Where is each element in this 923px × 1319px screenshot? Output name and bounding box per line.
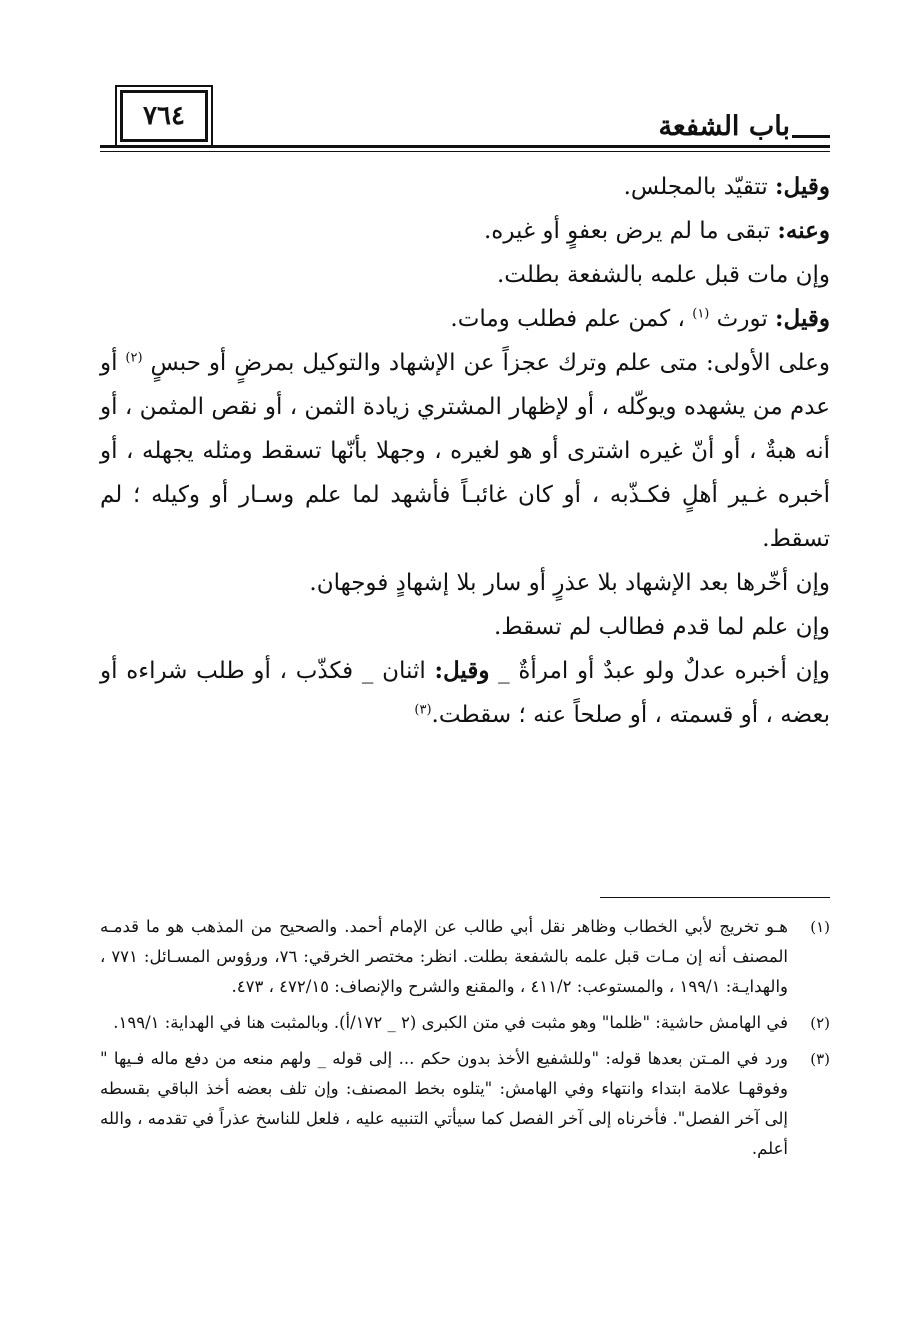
footnote-text: في الهامش حاشية: "ظلما" وهو مثبت في متن الكبرى (٢ _ ١٧٢/أ). وبالمثبت هنا في الهداية: ١٩٩/١. <box>113 1013 788 1032</box>
footnote-number: (١) <box>810 918 830 936</box>
footnote-ref[interactable]: (٢) <box>125 350 143 366</box>
footnote-2 <box>100 1008 830 1038</box>
footnote-text: ورد في المـتن بعدها قوله: "وللشفيع الأخذ بدون حكم ... إلى قوله _ ولهم منعه من دفع ماله فـيها " وفوقهـا علامة ابتداء وانتهاء وفي الهامش: "يتلوه بخط المصنف: وإن تلف بعضه أخذ الباقي بقسطه إلى آخر الفصل". فأخرناه إلى آخر الفصل كما سيأتي التنبيه عليه ، فلعل للناسخ عذراً في تقدمه ، والله أعلم. <box>100 1049 788 1158</box>
keyword: وقيل: <box>775 173 830 200</box>
paragraph-6: وإن أخّرها بعد الإشهاد بلا عذرٍ أو سار بلا إشهادٍ فوجهان. <box>309 570 830 596</box>
footnote-number: (٢) <box>810 1014 830 1032</box>
text-run: ، كمن علم فطلب ومات. <box>450 306 693 332</box>
paragraph-4 <box>100 297 830 341</box>
footnote-1 <box>100 912 830 1002</box>
page-number: ٧٦٤ <box>120 90 208 142</box>
text-run: أو عدم من يشهده ويوكّله ، أو لإظهار المشتري زيادة الثمن ، أو نقص المثمن ، أو أنه هبةٌ ، أو أنّ غيره اشترى أو هو لغيره ، وجهلا بأنّها تسقط ومثله يجهله ، أو أخبره غـير أهلٍ فكـذّبه ، أو كان غائبـاً فأشهد لما علم وسـار أو وكيله ؛ لم تسقط. <box>100 350 830 552</box>
text-run: تتقيّد بالمجلس. <box>623 174 776 200</box>
text-run: تورث <box>709 306 776 332</box>
page-header <box>100 85 830 155</box>
paragraph-5 <box>100 341 830 561</box>
footnotes <box>100 912 830 1170</box>
keyword: وعنه: <box>777 217 830 244</box>
header-rule-thick <box>100 145 830 148</box>
text-run: اثنان _ فكذّب ، أو طلب شراءه أو بعضه ، أو قسمته ، أو صلحاً عنه ؛ سقطت. <box>100 658 830 728</box>
title-dash <box>792 135 830 138</box>
paragraph-2 <box>100 209 830 253</box>
text-run: وعلى الأولى: متى علم وترك عجزاً عن الإشهاد والتوكيل بمرضٍ أو حبسٍ <box>142 350 830 376</box>
main-text <box>100 165 830 737</box>
text-run: تبقى ما لم يرض بعفوٍ أو غيره. <box>484 218 778 244</box>
header-rule-thin <box>100 151 830 152</box>
text-run: وإن أخبره عدلٌ ولو عبدٌ أو امرأةٌ _ <box>489 658 830 684</box>
footnote-separator <box>600 897 830 898</box>
keyword: وقيل: <box>775 305 830 332</box>
footnote-ref[interactable]: (١) <box>692 306 710 322</box>
paragraph-1 <box>100 165 830 209</box>
footnote-text: هـو تخريج لأبي الخطاب وظاهر نقل أبي طالب عن الإمام أحمد. والصحيح من المذهب هو ما قدمـه المصنف أنه إن مـات قبل علمه بالشفعة بطلت. انظر: مختصر الخرقي: ٧٦، ورؤوس المسـائل: ٧٧١ ، والهدايـة: ١٩٩/١ ، والمستوعب: ٤١١/٢ ، والمقنع والشرح والإنصاف: ٤٧٢/١٥ ، ٤٧٣. <box>100 917 789 996</box>
paragraph-7: وإن علم لما قدم فطالب لم تسقط. <box>494 614 830 640</box>
chapter-title: باب الشفعة <box>658 111 790 142</box>
footnote-number: (٣) <box>810 1050 830 1068</box>
keyword: وقيل: <box>434 657 490 684</box>
paragraph-8 <box>100 649 830 737</box>
footnote-ref[interactable]: (٣) <box>414 702 432 718</box>
footnote-3 <box>100 1044 830 1164</box>
paragraph-3: وإن مات قبل علمه بالشفعة بطلت. <box>496 262 830 288</box>
